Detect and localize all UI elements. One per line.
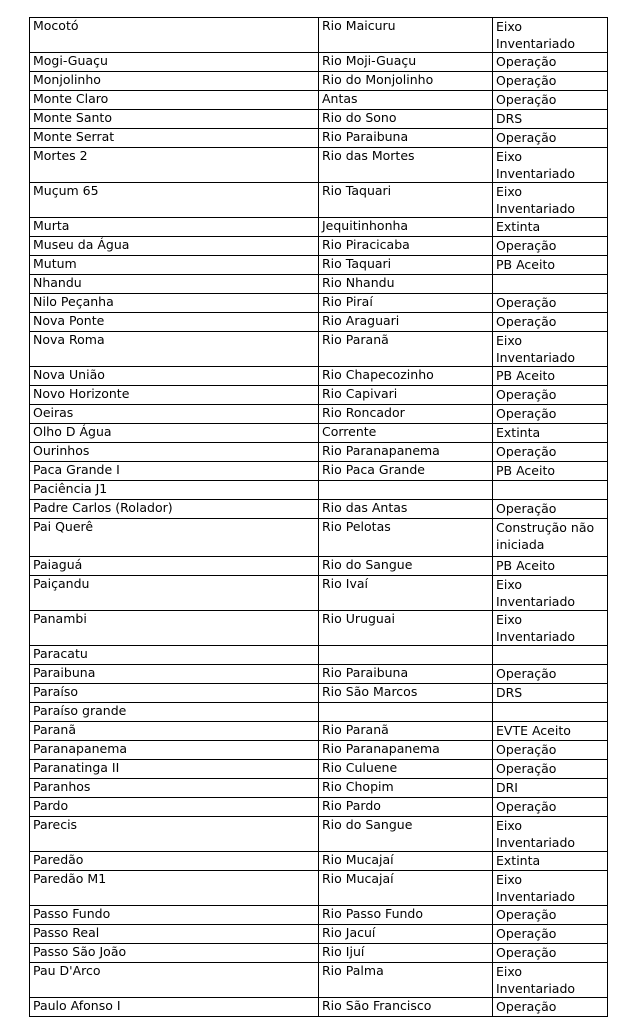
river-cell: Rio Mucajaí	[319, 871, 493, 906]
status-cell: Eixo Inventariado	[493, 576, 608, 611]
table-row	[30, 256, 608, 275]
table-row	[30, 53, 608, 72]
status-cell: Operação	[493, 313, 608, 332]
status-cell: Construção não iniciada	[493, 519, 608, 557]
table-row	[30, 925, 608, 944]
plant-name-cell: Mutum	[30, 256, 319, 275]
table-row	[30, 332, 608, 367]
status-cell: Eixo Inventariado	[493, 332, 608, 367]
plant-name-cell: Paiçandu	[30, 576, 319, 611]
river-cell: Jequitinhonha	[319, 218, 493, 237]
table-row	[30, 218, 608, 237]
status-cell: Extinta	[493, 218, 608, 237]
status-cell: Eixo Inventariado	[493, 183, 608, 218]
status-cell: Operação	[493, 237, 608, 256]
plant-name-cell: Paredão	[30, 852, 319, 871]
river-cell: Rio Taquari	[319, 183, 493, 218]
plant-name-cell: Paciência J1	[30, 481, 319, 500]
plant-name-cell: Paulo Afonso I	[30, 998, 319, 1017]
plant-name-cell: Monte Serrat	[30, 129, 319, 148]
status-cell: Operação	[493, 91, 608, 110]
river-cell: Rio Pelotas	[319, 519, 493, 557]
table-row	[30, 72, 608, 91]
river-cell: Rio Paranã	[319, 722, 493, 741]
river-cell: Rio Jacuí	[319, 925, 493, 944]
table-row	[30, 684, 608, 703]
river-cell: Rio São Marcos	[319, 684, 493, 703]
river-cell: Rio Moji-Guaçu	[319, 53, 493, 72]
status-cell: Eixo Inventariado	[493, 148, 608, 183]
plant-name-cell: Nova Roma	[30, 332, 319, 367]
plant-name-cell: Panambi	[30, 611, 319, 646]
river-cell: Rio do Monjolinho	[319, 72, 493, 91]
plant-name-cell: Oeiras	[30, 405, 319, 424]
river-cell: Rio do Sangue	[319, 817, 493, 852]
river-cell: Rio Piraí	[319, 294, 493, 313]
plant-name-cell: Passo São João	[30, 944, 319, 963]
plant-name-cell: Museu da Água	[30, 237, 319, 256]
river-cell: Rio Maicuru	[319, 18, 493, 53]
table-row	[30, 462, 608, 481]
plant-name-cell: Mortes 2	[30, 148, 319, 183]
river-cell: Rio Nhandu	[319, 275, 493, 294]
table-row	[30, 18, 608, 53]
table-row	[30, 275, 608, 294]
table-row	[30, 424, 608, 443]
plant-name-cell: Paca Grande I	[30, 462, 319, 481]
river-cell: Rio Paranapanema	[319, 741, 493, 760]
river-cell: Rio das Mortes	[319, 148, 493, 183]
river-cell: Rio Paranapanema	[319, 443, 493, 462]
plant-name-cell: Ourinhos	[30, 443, 319, 462]
table-row	[30, 386, 608, 405]
plant-name-cell: Monjolinho	[30, 72, 319, 91]
status-cell: Operação	[493, 294, 608, 313]
status-cell: Operação	[493, 386, 608, 405]
plant-name-cell: Paredão M1	[30, 871, 319, 906]
table-row	[30, 91, 608, 110]
river-cell: Rio Passo Fundo	[319, 906, 493, 925]
plant-name-cell: Novo Horizonte	[30, 386, 319, 405]
plant-name-cell: Passo Fundo	[30, 906, 319, 925]
table-row	[30, 183, 608, 218]
plant-name-cell: Padre Carlos (Rolador)	[30, 500, 319, 519]
river-cell: Rio Paca Grande	[319, 462, 493, 481]
table-row	[30, 576, 608, 611]
river-cell: Rio Mucajaí	[319, 852, 493, 871]
plant-name-cell: Nhandu	[30, 275, 319, 294]
plant-name-cell: Pau D'Arco	[30, 963, 319, 998]
river-cell: Rio Culuene	[319, 760, 493, 779]
plant-name-cell: Paraíso grande	[30, 703, 319, 722]
status-cell: Operação	[493, 53, 608, 72]
plant-name-cell: Paranhos	[30, 779, 319, 798]
table-row	[30, 519, 608, 557]
plant-name-cell: Nilo Peçanha	[30, 294, 319, 313]
status-cell: DRI	[493, 779, 608, 798]
river-cell: Rio Ivaí	[319, 576, 493, 611]
table-row	[30, 237, 608, 256]
plant-name-cell: Parecis	[30, 817, 319, 852]
status-cell: Operação	[493, 925, 608, 944]
status-cell: EVTE Aceito	[493, 722, 608, 741]
river-cell: Rio Pardo	[319, 798, 493, 817]
river-cell	[319, 646, 493, 665]
status-cell: Operação	[493, 405, 608, 424]
table-row	[30, 294, 608, 313]
table-row	[30, 871, 608, 906]
river-cell	[319, 481, 493, 500]
status-cell: Eixo Inventariado	[493, 963, 608, 998]
status-cell: Operação	[493, 500, 608, 519]
table-row	[30, 367, 608, 386]
river-cell: Rio Paraibuna	[319, 665, 493, 684]
hydro-plants-table	[29, 17, 608, 1017]
table-row	[30, 779, 608, 798]
river-cell: Rio Ijuí	[319, 944, 493, 963]
status-cell: DRS	[493, 110, 608, 129]
plant-name-cell: Monte Claro	[30, 91, 319, 110]
status-cell: Operação	[493, 998, 608, 1017]
status-cell: Extinta	[493, 424, 608, 443]
plant-name-cell: Mogi-Guaçu	[30, 53, 319, 72]
table-row	[30, 741, 608, 760]
status-cell: Operação	[493, 665, 608, 684]
river-cell: Rio do Sono	[319, 110, 493, 129]
river-cell: Rio Roncador	[319, 405, 493, 424]
status-cell: Operação	[493, 906, 608, 925]
table-row	[30, 944, 608, 963]
table-row	[30, 760, 608, 779]
status-cell: PB Aceito	[493, 256, 608, 275]
status-cell	[493, 275, 608, 294]
plant-name-cell: Mocotó	[30, 18, 319, 53]
plant-name-cell: Nova Ponte	[30, 313, 319, 332]
river-cell: Rio Paraibuna	[319, 129, 493, 148]
table-row	[30, 998, 608, 1017]
river-cell: Rio Araguari	[319, 313, 493, 332]
status-cell: Eixo Inventariado	[493, 18, 608, 53]
river-cell: Rio Palma	[319, 963, 493, 998]
river-cell: Rio Taquari	[319, 256, 493, 275]
status-cell: PB Aceito	[493, 462, 608, 481]
status-cell: Eixo Inventariado	[493, 871, 608, 906]
table-row	[30, 405, 608, 424]
plant-name-cell: Paranã	[30, 722, 319, 741]
river-cell: Rio do Sangue	[319, 557, 493, 576]
status-cell	[493, 646, 608, 665]
plant-name-cell: Pardo	[30, 798, 319, 817]
table-row	[30, 500, 608, 519]
status-cell: Operação	[493, 944, 608, 963]
status-cell: Operação	[493, 443, 608, 462]
plant-name-cell: Paranapanema	[30, 741, 319, 760]
plant-name-cell: Monte Santo	[30, 110, 319, 129]
river-cell: Rio Capivari	[319, 386, 493, 405]
table-body	[30, 18, 608, 1017]
table-row	[30, 852, 608, 871]
status-cell: Operação	[493, 129, 608, 148]
status-cell: PB Aceito	[493, 557, 608, 576]
plant-name-cell: Paracatu	[30, 646, 319, 665]
river-cell: Rio Chopim	[319, 779, 493, 798]
status-cell	[493, 703, 608, 722]
plant-name-cell: Passo Real	[30, 925, 319, 944]
status-cell: DRS	[493, 684, 608, 703]
river-cell: Rio Chapecozinho	[319, 367, 493, 386]
plant-name-cell: Paiaguá	[30, 557, 319, 576]
status-cell: Eixo Inventariado	[493, 611, 608, 646]
river-cell: Rio Paranã	[319, 332, 493, 367]
table-row	[30, 798, 608, 817]
status-cell: PB Aceito	[493, 367, 608, 386]
plant-name-cell: Murta	[30, 218, 319, 237]
river-cell: Rio São Francisco	[319, 998, 493, 1017]
river-cell	[319, 703, 493, 722]
table-row	[30, 481, 608, 500]
river-cell: Rio Uruguai	[319, 611, 493, 646]
plant-name-cell: Paraibuna	[30, 665, 319, 684]
status-cell: Eixo Inventariado	[493, 817, 608, 852]
table-row	[30, 557, 608, 576]
river-cell: Rio Piracicaba	[319, 237, 493, 256]
table-row	[30, 611, 608, 646]
table-row	[30, 443, 608, 462]
document-page	[29, 17, 608, 1017]
river-cell: Rio das Antas	[319, 500, 493, 519]
table-row	[30, 722, 608, 741]
plant-name-cell: Olho D Água	[30, 424, 319, 443]
plant-name-cell: Paranatinga II	[30, 760, 319, 779]
table-row	[30, 963, 608, 998]
table-row	[30, 129, 608, 148]
status-cell: Operação	[493, 72, 608, 91]
table-row	[30, 313, 608, 332]
status-cell: Operação	[493, 760, 608, 779]
table-row	[30, 906, 608, 925]
table-row	[30, 817, 608, 852]
status-cell: Operação	[493, 798, 608, 817]
table-row	[30, 148, 608, 183]
table-row	[30, 110, 608, 129]
table-row	[30, 703, 608, 722]
river-cell: Corrente	[319, 424, 493, 443]
plant-name-cell: Paraíso	[30, 684, 319, 703]
plant-name-cell: Pai Querê	[30, 519, 319, 557]
plant-name-cell: Muçum 65	[30, 183, 319, 218]
river-cell: Antas	[319, 91, 493, 110]
status-cell: Operação	[493, 741, 608, 760]
table-row	[30, 646, 608, 665]
plant-name-cell: Nova União	[30, 367, 319, 386]
status-cell	[493, 481, 608, 500]
status-cell: Extinta	[493, 852, 608, 871]
table-row	[30, 665, 608, 684]
